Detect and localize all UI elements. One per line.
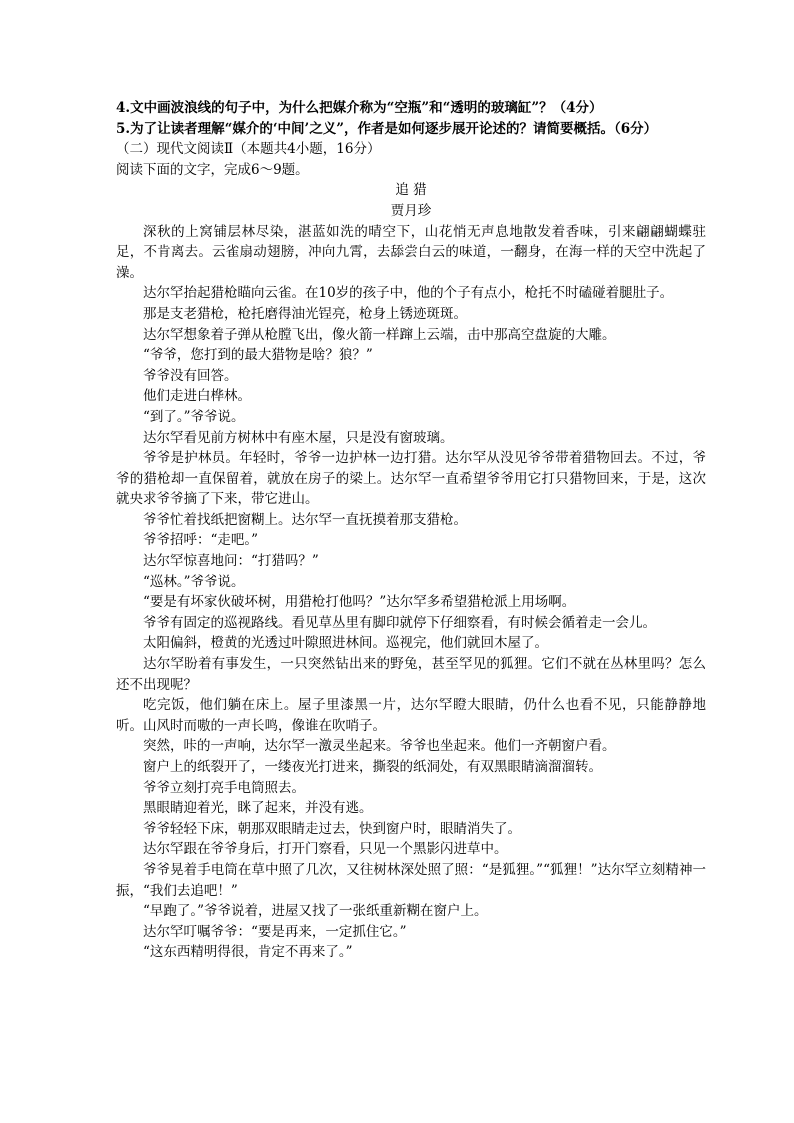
article-paragraph: 突然，咔的一声响，达尔罕一激灵坐起来。爷爷也坐起来。他们一齐朝窗户看。	[143, 738, 616, 755]
question-5: 5.为了让读者理解“媒介的‘中间’之义”，作者是如何逐步展开论述的？请简要概括。（6分）	[116, 120, 658, 137]
article-paragraph: “早跑了。”爷爷说着，进屋又找了一张纸重新糊在窗户上。	[143, 903, 488, 920]
question-4: 4.文中画波浪线的句子中，为什么把媒介称为“空瓶”和“透明的玻璃缸”？（4分）	[116, 100, 603, 116]
article-author: 贾月珍	[390, 202, 432, 219]
article-paragraph: 达尔罕跟在爷爷身后，打开门察看，只见一个黑影闪进草中。	[143, 841, 508, 858]
article-paragraph: 达尔罕惊喜地问：“打猎吗？”	[143, 553, 319, 570]
article-paragraph: 太阳偏斜，橙黄的光透过叶隙照进林间。巡视完，他们就回木屋了。	[143, 635, 548, 652]
article-paragraph: 黑眼睛迎着光，眯了起来，并没有逃。	[143, 800, 373, 817]
article-title: 追 猎	[395, 182, 427, 199]
article-paragraph: 吃完饭，他们躺在床上。屋子里漆黑一片，达尔罕瞪大眼睛，仍什么也看不见，只能静静地听。山风时而嗷的一声长鸣，像谁在吹哨子。	[116, 697, 706, 734]
article-paragraph: “到了。”爷爷说。	[143, 408, 245, 425]
article-paragraph: 爷爷忙着找纸把窗糊上。达尔罕一直抚摸着那支猎枪。	[143, 511, 467, 528]
article-paragraph: 深秋的上窝铺层林尽染，湛蓝如洗的晴空下，山花悄无声息地散发着香味，引来翩翩蝴蝶驻足，不肯离去。云雀扇动翅膀，冲向九霄，去舔尝白云的味道，一翻身，在海一样的天空中洗起了澡。	[116, 223, 706, 281]
section-heading: （二）现代文阅读Ⅱ（本题共4小题，16分）	[116, 141, 381, 158]
article-paragraph: 爷爷没有回答。	[143, 367, 238, 384]
article-paragraph: 达尔罕盼着有事发生，一只突然钻出来的野兔，甚至罕见的狐狸。它们不就在丛林里吗？怎么还不出现呢？	[116, 656, 706, 693]
article-paragraph: 爷爷是护林员。年轻时，爷爷一边护林一边打猎。达尔罕从没见爷爷带着猎物回去。不过，爷爷的猎枪却一直保留着，就放在房子的梁上。达尔罕一直希望爷爷用它打只猎物回来，于是，这次就央求爷爷摘了下来，带它进山。	[116, 450, 706, 508]
article-paragraph: “要是有坏家伙破坏树，用猎枪打他吗？”达尔罕多希望猎枪派上用场啊。	[143, 594, 576, 611]
article-paragraph: 达尔罕看见前方树林中有座木屋，只是没有窗玻璃。	[143, 429, 454, 446]
article-paragraph: 达尔罕叮嘱爷爷：“要是再来，一定抓住它。”	[143, 923, 407, 940]
article-paragraph: 爷爷立刻打亮手电筒照去。	[143, 779, 305, 796]
article-paragraph: 爷爷招呼：“走吧。”	[143, 532, 259, 549]
article-paragraph: 他们走进白桦林。	[143, 388, 251, 405]
article-paragraph: “巡林。”爷爷说。	[143, 573, 245, 590]
section-instruction: 阅读下面的文字，完成6～9题。	[116, 161, 309, 178]
article-paragraph: 那是支老猎枪，枪托磨得油光锃亮，枪身上锈迹斑斑。	[143, 305, 467, 322]
article-paragraph: “爷爷，您打到的最大猎物是啥？狼？”	[143, 347, 373, 364]
article-paragraph: 爷爷晃着手电筒在草中照了几次，又往树林深处照了照：“是狐狸。”“狐狸！”达尔罕立刻精神一振，“我们去追吧！”	[116, 861, 706, 899]
article-paragraph: “这东西精明得很，肯定不再来了。”	[143, 944, 353, 961]
article-paragraph: 达尔罕想象着子弹从枪膛飞出，像火箭一样蹿上云端，击中那高空盘旋的大雕。	[143, 326, 616, 343]
article-paragraph: 爷爷有固定的巡视路线。看见草丛里有脚印就停下仔细察看，有时候会循着走一会儿。	[143, 614, 656, 631]
article-paragraph: 爷爷轻轻下床，朝那双眼睛走过去，快到窗户时，眼睛消失了。	[143, 820, 521, 837]
article-paragraph: 窗户上的纸裂开了，一缕夜光打进来，撕裂的纸洞处，有双黑眼睛滴溜溜转。	[143, 759, 602, 775]
article-paragraph: 达尔罕抬起猎枪瞄向云雀。在10岁的孩子中，他的个子有点小，枪托不时磕碰着腿肚子。	[143, 285, 674, 302]
